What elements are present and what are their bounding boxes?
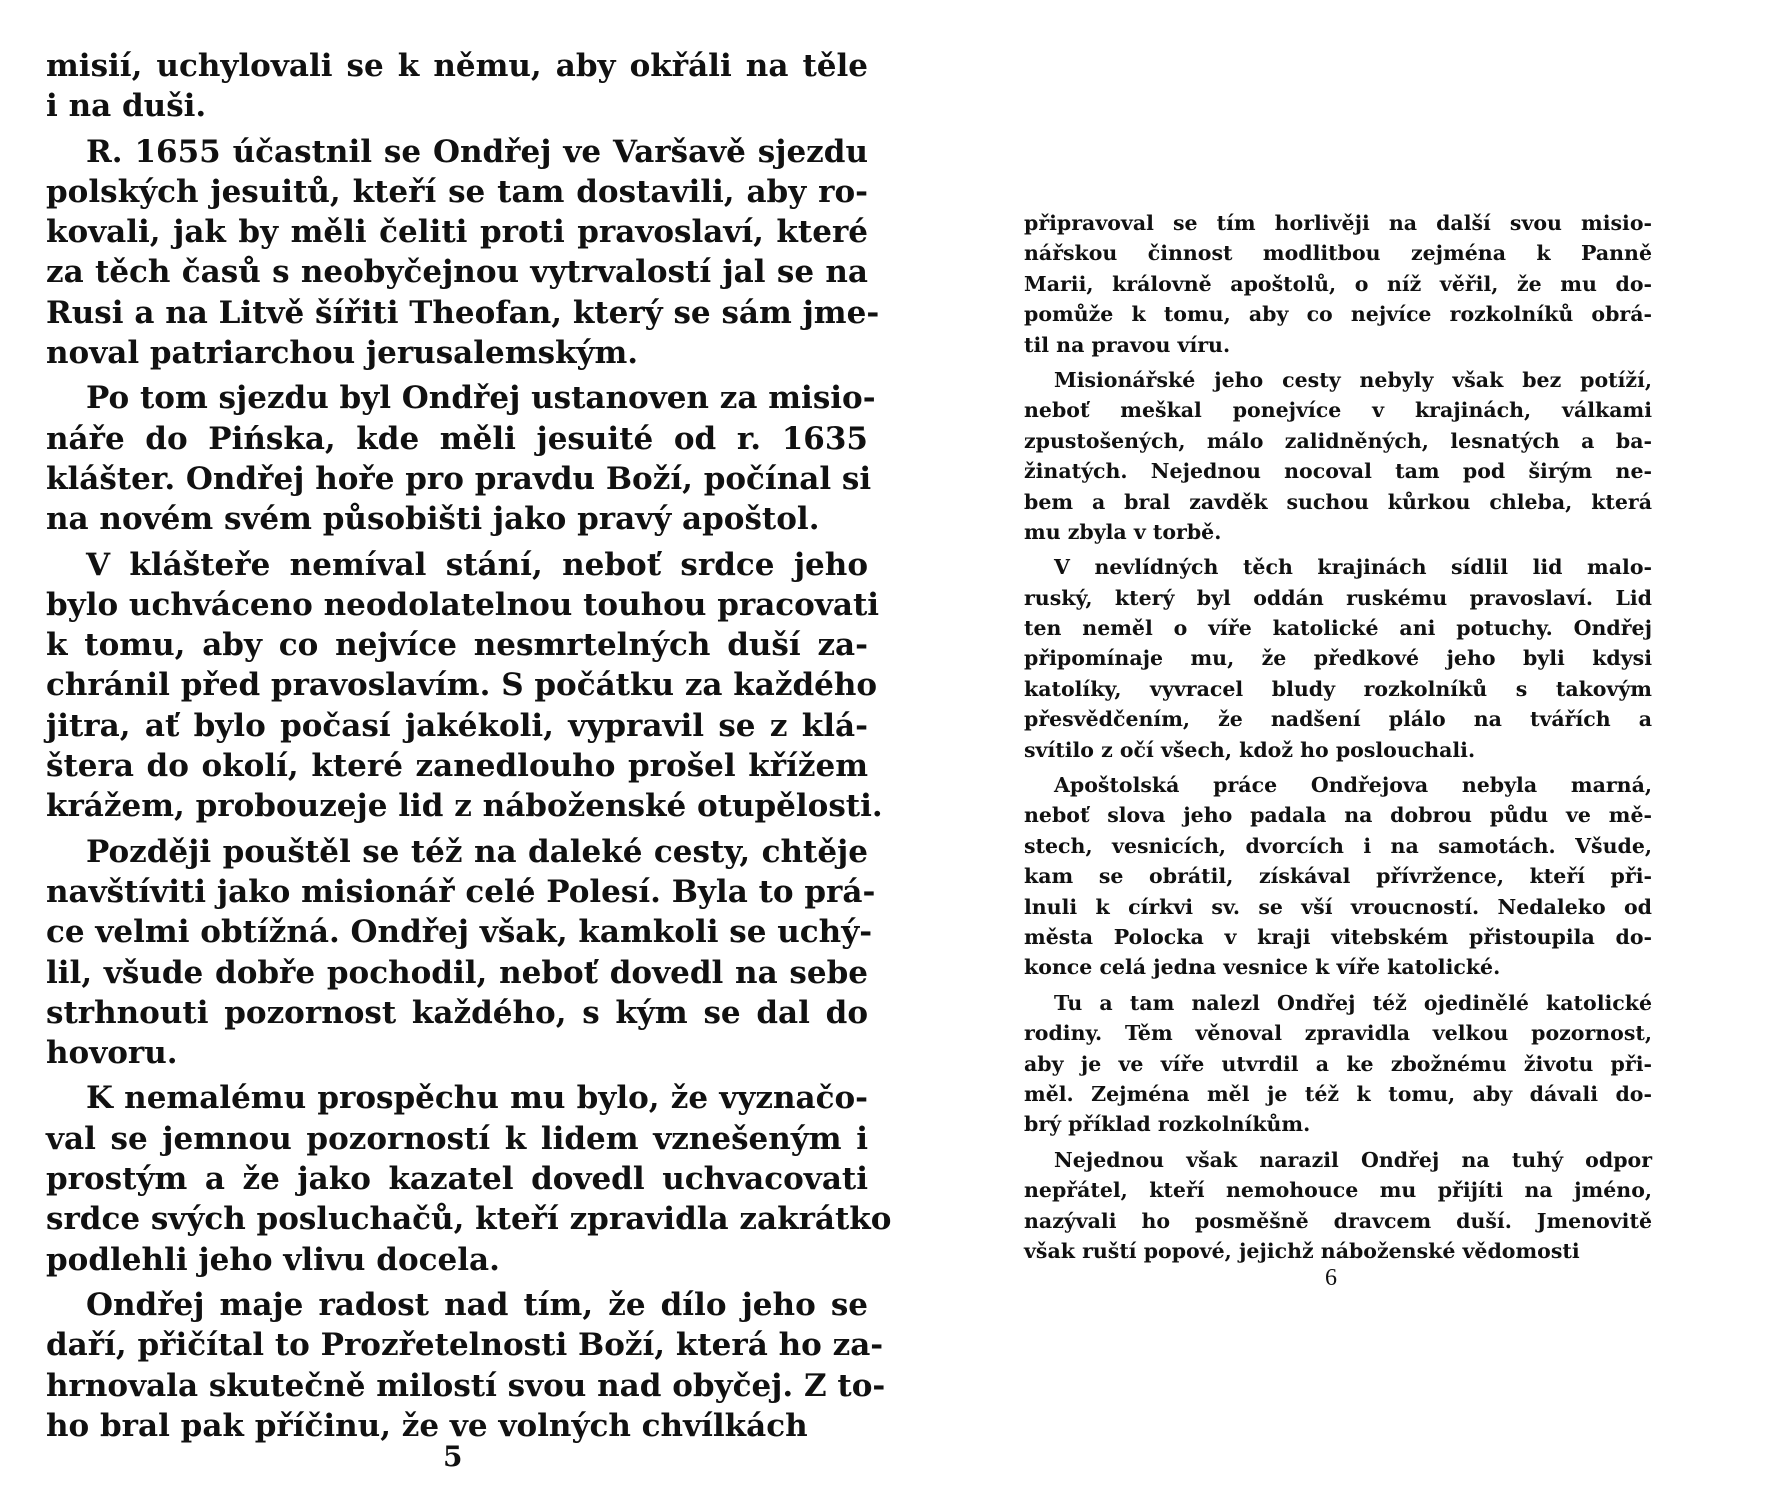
- text-line: mu zbyla v torbě.: [1024, 519, 1222, 544]
- text-line: chránil před pravoslavím. S počátku za každého: [46, 667, 878, 704]
- text-line: náře do Pińska, kde měli jesuité od r. 1635: [46, 420, 868, 457]
- text-line: rodiny. Těm věnoval zpravidla velkou pozornost,: [1024, 1021, 1652, 1046]
- paragraph: [46, 378, 876, 539]
- text-line: krážem, probouzeje lid z náboženské otupělosti.: [46, 788, 883, 825]
- text-line: připravoval se tím horlivěji na další svou misio-: [1024, 211, 1652, 235]
- paragraph: [46, 1285, 886, 1446]
- text-line: misií, uchylovali se k němu, aby okřáli na těle: [46, 48, 868, 84]
- text-line: Tu a tam nalezl Ondřej též ojedinělé katolické: [1054, 990, 1652, 1015]
- text-line: hovoru.: [46, 1035, 178, 1072]
- text-line: lnuli k církvi sv. se vší vroucností. Nedaleko od: [1024, 894, 1652, 919]
- text-line: daří, přičítal to Prozřetelnosti Boží, která ho za-: [46, 1327, 884, 1364]
- text-line: prostým a že jako kazatel dovedl uchvacovati: [46, 1161, 868, 1198]
- text-line: hrnovala skutečně milostí svou nad obyčej. Z to-: [46, 1367, 886, 1404]
- text-line: navštíviti jako misionář celé Polesí. Byla to prá-: [46, 873, 876, 910]
- text-line: V nevlídných těch krajinách sídlil lid malo-: [1054, 555, 1652, 580]
- paragraph: [1024, 365, 1652, 547]
- text-line: nářskou činnost modlitbou zejména k Panně: [1024, 241, 1652, 266]
- text-line: R. 1655 účastnil se Ondřej ve Varšavě sjezdu: [86, 133, 868, 170]
- paragraph: [46, 132, 880, 374]
- text-line: Ondřej maje radost nad tím, že dílo jeho se: [86, 1286, 868, 1323]
- text-line: nazývali ho posměšně dravcem duší. Jmenovitě: [1024, 1208, 1652, 1233]
- text-line: noval patriarchou jerusalemským.: [46, 335, 639, 372]
- text-line: i na duši.: [46, 88, 207, 125]
- text-line: připomínaje mu, že předkové jeho byli kdysi: [1024, 646, 1652, 671]
- text-line: konce celá jedna vesnice k víře katolické.: [1024, 955, 1501, 980]
- text-line: strhnouti pozornost každého, s kým se dal do: [46, 994, 868, 1031]
- text-line: měl. Zejména měl je též k tomu, aby dávali do-: [1024, 1081, 1652, 1106]
- text-line: brý příklad rozkolníkům.: [1024, 1112, 1311, 1137]
- text-line: aby je ve víře utvrdil a ke zbožnému životu při-: [1024, 1051, 1652, 1076]
- text-line: val se jemnou pozorností k lidem vznešeným i: [46, 1120, 868, 1157]
- text-line: Misionářské jeho cesty nebyly však bez potíží,: [1054, 367, 1652, 392]
- paragraph: [1024, 1145, 1652, 1267]
- text-line: Nejednou však narazil Ondřej na tuhý odpor: [1054, 1147, 1652, 1172]
- text-line: klášter. Ondřej hoře pro pravdu Boží, počínal si: [46, 460, 872, 497]
- text-line: zpustošených, málo zalidněných, lesnatých a ba-: [1024, 428, 1652, 453]
- text-line: Marii, královně apoštolů, o níž věřil, že mu do-: [1024, 271, 1652, 296]
- paragraph: [46, 545, 883, 827]
- text-line: polských jesuitů, kteří se tam dostavili, aby ro-: [46, 173, 868, 210]
- text-line: ho bral pak příčinu, že ve volných chvílkách: [46, 1407, 808, 1444]
- text-line: svítilo z očí všech, kdož ho poslouchali.: [1024, 737, 1476, 762]
- text-line: srdce svých posluchačů, kteří zpravidla zakrátko: [46, 1201, 892, 1238]
- text-line: k tomu, aby co nejvíce nesmrtelných duší za-: [46, 627, 868, 664]
- text-line: nepřátel, kteří nemohouce mu přijíti na jméno,: [1024, 1178, 1652, 1203]
- text-line: Rusi a na Litvě šířiti Theofan, který se sám jme-: [46, 294, 880, 331]
- left-page: [46, 46, 892, 1466]
- text-line: přesvědčením, že nadšení plálo na tvářích a: [1024, 707, 1652, 732]
- paragraph: [46, 832, 876, 1074]
- text-line: V klášteře nemíval stání, neboť srdce jeho: [86, 546, 868, 583]
- text-line: města Polocka v kraji vitebském přistoupila do-: [1024, 924, 1652, 949]
- text-line: kovali, jak by měli čeliti proti pravoslaví, které: [46, 214, 868, 251]
- text-line: ce velmi obtížná. Ondřej však, kamkoli se uchý-: [46, 914, 873, 951]
- text-line: žinatých. Nejednou nocoval tam pod širým ne-: [1024, 459, 1652, 484]
- text-line: neboť slova jeho padala na dobrou půdu ve mě-: [1024, 803, 1652, 828]
- text-line: však ruští popové, jejichž náboženské vědomosti: [1024, 1238, 1580, 1263]
- page-number-right: 6: [1325, 1265, 1337, 1291]
- paragraph: [1024, 770, 1652, 983]
- text-line: katolíky, vyvracel bludy rozkolníků s takovým: [1024, 676, 1652, 701]
- text-line: štera do okolí, které zanedlouho prošel křížem: [46, 748, 868, 785]
- text-line: K nemalému prospěchu mu bylo, že vyznačo-: [86, 1080, 868, 1117]
- text-line: Apoštolská práce Ondřejova nebyla marná,: [1054, 773, 1652, 798]
- text-line: Po tom sjezdu byl Ondřej ustanoven za misio-: [86, 380, 876, 417]
- text-line: lil, všude dobře pochodil, neboť dovedl na sebe: [46, 954, 868, 991]
- text-line: bylo uchváceno neodolatelnou touhou pracovati: [46, 586, 880, 623]
- text-line: ten neměl o víře katolické ani potuchy. Ondřej: [1024, 616, 1652, 641]
- paragraph: [1024, 208, 1652, 360]
- text-line: kam se obrátil, získával přívržence, kteří při-: [1024, 864, 1652, 889]
- text-line: stech, vesnicích, dvorcích i na samotách. Všude,: [1024, 833, 1652, 858]
- text-line: til na pravou víru.: [1024, 332, 1231, 357]
- paragraph: [46, 46, 868, 127]
- text-line: ruský, který byl oddán ruskému pravoslaví. Lid: [1024, 585, 1652, 610]
- page-number-left: 5: [443, 1440, 463, 1473]
- text-line: pomůže k tomu, aby co nejvíce rozkolníků obrá-: [1024, 302, 1652, 327]
- text-line: na novém svém působišti jako pravý apoštol.: [46, 501, 820, 538]
- text-line: podlehli jeho vlivu docela.: [46, 1241, 500, 1278]
- text-line: jitra, ať bylo počasí jakékoli, vypravil se z klá-: [46, 707, 868, 744]
- text-line: neboť meškal ponejvíce v krajinách, válkami: [1024, 398, 1652, 423]
- text-line: bem a bral zavděk suchou kůrkou chleba, která: [1024, 489, 1652, 514]
- text-line: Později pouštěl se též na daleké cesty, chtěje: [86, 833, 868, 870]
- paragraph: [1024, 988, 1652, 1140]
- paragraph: [1024, 552, 1652, 765]
- text-line: za těch časů s neobyčejnou vytrvalostí jal se na: [46, 254, 868, 291]
- right-page: [1024, 208, 1652, 1358]
- paragraph: [46, 1078, 892, 1279]
